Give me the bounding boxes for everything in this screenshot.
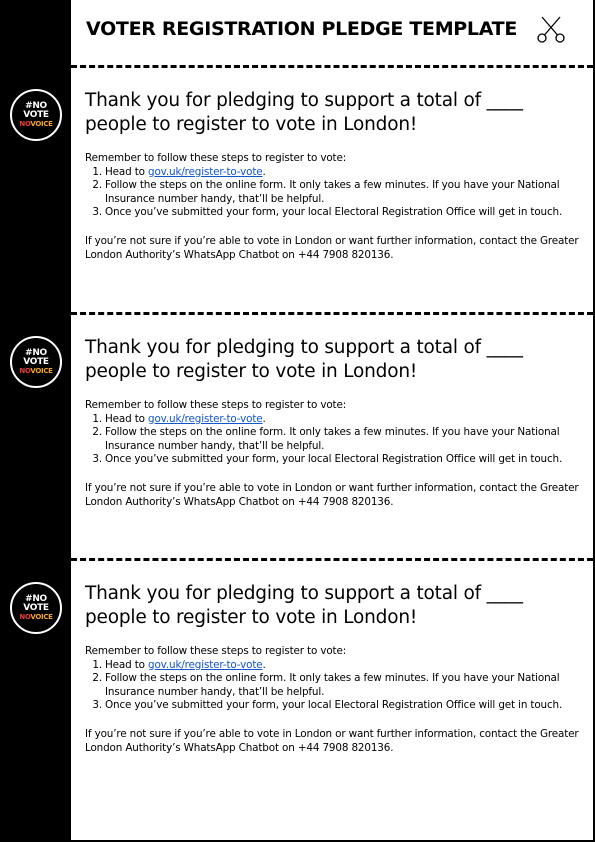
cut-line (71, 558, 593, 561)
contact-info: If you’re not sure if you’re able to vote in London or want further information, contact the Greater London Authority’s WhatsApp Chatbot on +44 7908 820136. (85, 481, 579, 508)
register-to-vote-link[interactable]: gov.uk/register-to-vote (148, 658, 263, 671)
pledge-heading: Thank you for pledging to support a total of ____ people to register to vote in London! (85, 583, 523, 628)
page-title: VOTER REGISTRATION PLEDGE TEMPLATE (86, 18, 518, 40)
scissors-icon (535, 13, 569, 47)
contact-info: If you’re not sure if you’re able to vote in London or want further information, contact the Greater London Authority’s WhatsApp Chatbot on +44 7908 820136. (85, 727, 579, 754)
cut-line (71, 312, 593, 315)
register-to-vote-link[interactable]: gov.uk/register-to-vote (148, 165, 263, 178)
contact-info: If you’re not sure if you’re able to vote in London or want further information, contact the Greater London Authority’s WhatsApp Chatbot on +44 7908 820136. (85, 234, 579, 261)
pledge-section (85, 89, 585, 262)
step-item: 1. Head to gov.uk/register-to-vote. (92, 658, 266, 671)
steps-intro: Remember to follow these steps to register to vote: (85, 152, 347, 164)
steps-list (85, 413, 585, 467)
no-vote-no-voice-logo: #NO VOTE NOVOICE (10, 89, 62, 141)
pledge-heading: Thank you for pledging to support a total of ____ people to register to vote in London! (85, 90, 523, 135)
register-to-vote-link[interactable]: gov.uk/register-to-vote (148, 412, 263, 425)
page-header (71, 0, 593, 66)
step-item: 1. Head to gov.uk/register-to-vote. (92, 165, 266, 178)
pledge-heading: Thank you for pledging to support a total of ____ people to register to vote in London! (85, 337, 523, 382)
steps-list (85, 166, 585, 220)
step-item: 3. Once you’ve submitted your form, your local Electoral Registration Office will get in touch. (92, 699, 563, 712)
step-item: 3. Once you’ve submitted your form, your local Electoral Registration Office will get in touch. (92, 453, 563, 466)
steps-intro: Remember to follow these steps to register to vote: (85, 645, 347, 657)
pledge-section (85, 582, 585, 755)
pledge-section (85, 336, 585, 509)
no-vote-no-voice-logo: #NO VOTE NOVOICE (10, 582, 62, 634)
steps-intro: Remember to follow these steps to register to vote: (85, 399, 347, 411)
step-item: 1. Head to gov.uk/register-to-vote. (92, 412, 266, 425)
step-item: 2. Follow the steps on the online form. It only takes a few minutes. If you have your National Insurance number handy, that’ll be helpful. (92, 672, 560, 698)
step-item: 2. Follow the steps on the online form. It only takes a few minutes. If you have your National Insurance number handy, that’ll be helpful. (92, 179, 560, 205)
steps-list (85, 659, 585, 713)
cut-line (71, 65, 593, 68)
no-vote-no-voice-logo: #NO VOTE NOVOICE (10, 336, 62, 388)
step-item: 3. Once you’ve submitted your form, your local Electoral Registration Office will get in touch. (92, 206, 563, 219)
step-item: 2. Follow the steps on the online form. It only takes a few minutes. If you have your National Insurance number handy, that’ll be helpful. (92, 426, 560, 452)
